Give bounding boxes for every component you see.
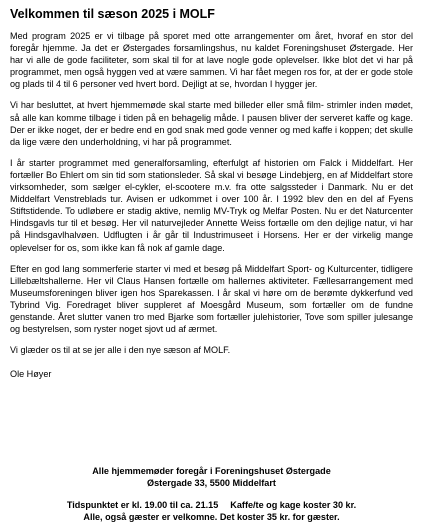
venue-info bbox=[0, 465, 423, 489]
guests-line: Alle, også gæster er velkomne. Det koster 35 kr. for gæster. bbox=[83, 512, 340, 523]
paragraph-meetings: Vi har besluttet, at hvert hjemmemøde skal starte med billeder eller små film- strimler inden mødet, så alle kan komme tilbage i tiden på en behagelig måde. I pausen bliver der serveret kaffe og kage. Der er ikke noget, der er bedre end en god snak med gode venner og med kaffe i koppen; det skulle da lige være den underholdning, vi har på programmet. bbox=[10, 100, 413, 147]
venue-line-2: Østergade 33, 5500 Middelfart bbox=[147, 478, 276, 489]
time-price-line bbox=[0, 499, 423, 511]
paragraph-program-autumn: Efter en god lang sommerferie starter vi med et besøg på Middelfart Sport- og Kulturcenter, tidligere Lillebæltshallerne. Her vil Claus Hansen fortælle om hallernes aktiviteter. Fællesarrangement med Museumsforeningen bliver igen hos Sparekassen. I år skal vi høre om de berømte dykkerfund ved Tybrind Vig. Foredraget bliver suppleret af Moesgård Museum, som fortæller om de fundne genstande. Året slutter vanen tro med Bjarke som fortæller julehistorier, Tove som spiller julesange og bestyrelsen, som ryster noget sjovt ud af ærmet. bbox=[10, 263, 413, 335]
time-text: Tidspunktet er kl. 19.00 til ca. 21.15 bbox=[66, 500, 219, 510]
document-body bbox=[10, 6, 413, 380]
signature: Ole Høyer bbox=[10, 369, 52, 380]
closing-line: Vi glæder os til at se jer alle i den nye sæson af MOLF. bbox=[10, 345, 231, 356]
paragraph-program-spring: I år starter programmet med generalforsamling, efterfulgt af historien om Falck i Middelfart. Her fortæller Bo Ehlert om sin tid som stationsleder. Så skal vi besøge Lindebjerg, en af Middelfart store virksomheder, som sælger el-cykler, el-scootere m.v. fra otte salgssteder i Danmark. Nu er det Middelfart Venstreblads tur. Avisen er udkommet i over 100 år. I 1992 blev den en del af Fyens Stiftstidende. To udløbere er stadig aktive, nemlig MV-Tryk og Melfar Posten. Nu er det Naturcenter Hindsgavls tur til et besøg. Her vil naturvejleder Annette Weiss fortælle om den dejlige natur, vi har på Hindsgavlhalvøen. Udflugten i år går til Industrimuseet i Horsens. Her er der virkelig mange oplevelser for os, som ikke kan få nok af gamle dage. bbox=[10, 157, 413, 253]
coffee-price-text: Kaffe/te og kage koster 30 kr. bbox=[230, 500, 357, 510]
document-title: Velkommen til sæson 2025 i MOLF bbox=[10, 7, 215, 21]
paragraph-intro: Med program 2025 er vi tilbage på sporet med otte arrangementer om året, hvoraf en stor del foregår hjemme. Ja det er Østergades forsamlingshus, nu kaldet Foreningshuset Østergade. Her har vi alle de gode faciliteter, som skal til for at lave nogle gode oplevelser. Ikke blot det vi har på programmet, men også hyggen ved at være sammen. Vi har fået megen ros for, at der er gode stole og plads til 4 til 6 personer ved hvert bord. Dejligt at se, hvordan I hygger jer. bbox=[10, 31, 413, 90]
time-price-info bbox=[0, 499, 423, 523]
venue-line-1: Alle hjemmemøder foregår i Foreningshuset Østergade bbox=[92, 466, 331, 476]
